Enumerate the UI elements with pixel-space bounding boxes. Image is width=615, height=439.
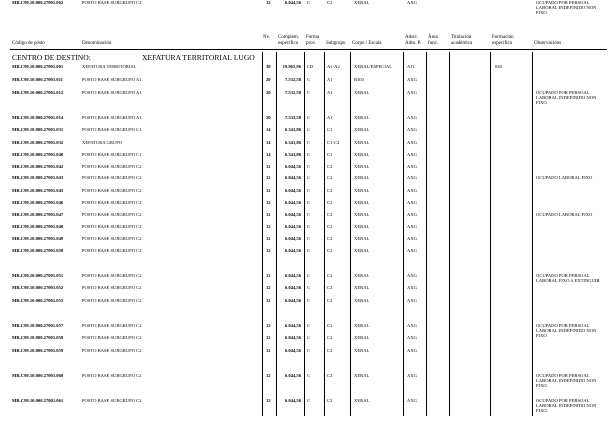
cell-corpo: XERAL (354, 373, 370, 378)
cell-code: MR.C99.10.000.27001.047 (12, 212, 64, 217)
cell-sub: C2 (327, 224, 333, 229)
cell-code: MR.C99.10.000.27001.011 (12, 77, 63, 82)
cell-adscr: AXG (407, 285, 417, 290)
cell-code: MR.C99.10.000.27001.059 (12, 348, 64, 353)
cell-den: POSTO BASE SUBGRUPO A1 (82, 77, 142, 82)
cell-nv: 12 (266, 0, 271, 5)
cell-corpo: XERAL (354, 140, 370, 145)
cell-adscr: AXG (407, 200, 417, 205)
cell-adscr: AXG (407, 175, 417, 180)
cell-forma: C (307, 152, 311, 157)
cell-corpo: XERAL (354, 90, 370, 95)
cell-comp: 6.044,56 (284, 248, 301, 253)
centro-label: CENTRO DE DESTINO: (12, 53, 91, 62)
cell-corpo: XERAL (354, 127, 370, 132)
column-rule (262, 52, 263, 416)
header-forma: Forma prov. (306, 35, 320, 46)
column-rule (276, 52, 277, 416)
cell-den: XEFATURA TERRITORIAL (82, 64, 137, 69)
cell-den: POSTO BASE SUBGRUPO C2 (82, 212, 142, 217)
cell-forma: C (307, 323, 311, 328)
header-adscr: Adscr. Adm. P. (405, 35, 421, 46)
cell-nv: 12 (266, 212, 271, 217)
cell-corpo: B303 (354, 77, 364, 82)
cell-code: MR.C99.10.000.27001.048 (12, 224, 64, 229)
cell-comp: 6.341,86 (284, 140, 301, 145)
header-formacion: Formación específica (492, 35, 514, 46)
cell-den: POSTO BASE SUBGRUPO C2 (82, 323, 142, 328)
column-rule (532, 52, 533, 416)
cell-code: MR.C99.10.000.27001.043 (12, 175, 64, 180)
header-nv: Nv. (263, 35, 271, 41)
cell-corpo: XERAL (354, 164, 370, 169)
cell-nv: 12 (266, 373, 271, 378)
cell-obs: OCUPADO POR PERSOAL LABORAL INDEFINIDO NON FIXO. (536, 373, 597, 389)
cell-forma: C (307, 248, 311, 253)
cell-obs: OCUPADO POR PERSOAL LABORAL INDEFINIDO NON FIXO. (536, 323, 597, 339)
column-rule (426, 52, 427, 416)
cell-corpo: XERAL (354, 348, 370, 353)
cell-corpo: XERAL (354, 273, 370, 278)
cell-code: MR.C99.10.000.27001.062 (12, 0, 64, 5)
cell-den: POSTO BASE SUBGRUPO C2 (82, 273, 142, 278)
cell-code: MR.C99.10.000.27001.040 (12, 152, 64, 157)
cell-nv: 12 (266, 323, 271, 328)
cell-corpo: XERAL (354, 398, 370, 403)
cell-adscr: AXG (407, 115, 417, 120)
cell-code: MR.C99.10.000.27001.032 (12, 140, 64, 145)
cell-adscr: AXG (407, 127, 417, 132)
cell-corpo: XERAL (354, 0, 370, 5)
cell-adscr: AXG (407, 0, 417, 5)
cell-code: MR.C99.10.000.27001.042 (12, 164, 64, 169)
cell-sub: A1 (327, 77, 333, 82)
cell-code: MR.C99.10.000.27001.055 (12, 298, 64, 303)
cell-nv: 12 (266, 248, 271, 253)
header-codigo: Código de posto (12, 41, 45, 46)
cell-comp: 6.044,56 (284, 373, 301, 378)
cell-den: POSTO BASE SUBGRUPO C1 (82, 152, 142, 157)
cell-forma: C (307, 335, 311, 340)
cell-den: POSTO BASE SUBGRUPO C2 (82, 224, 142, 229)
cell-code: MR.C99.10.000.27001.031 (12, 127, 64, 132)
cell-code: MR.C99.10.000.27001.046 (12, 200, 64, 205)
cell-adscr: AXG (407, 212, 417, 217)
cell-corpo: XERAL (354, 248, 370, 253)
cell-sub: C2 (327, 323, 333, 328)
cell-den: POSTO BASE SUBGRUPO C2 (82, 373, 142, 378)
cell-obs: OCUPADO POR PERSOAL LABORAL INDEFINIDO NON FIXO. (536, 0, 597, 16)
cell-adscr: AXG (407, 373, 417, 378)
cell-adscr: AXG (407, 398, 417, 403)
cell-adscr: AXG (407, 323, 417, 328)
cell-code: MR.C99.10.000.27001.057 (12, 323, 64, 328)
cell-comp: 6.044,56 (284, 335, 301, 340)
cell-adscr: AXG (407, 273, 417, 278)
cell-den: POSTO BASE SUBGRUPO C2 (82, 164, 142, 169)
cell-den: POSTO BASE SUBGRUPO C2 (82, 398, 142, 403)
cell-sub: A1 (327, 90, 333, 95)
cell-den: POSTO BASE SUBGRUPO A1 (82, 90, 142, 95)
header-rule (10, 49, 607, 50)
cell-adscr: AXG (407, 90, 417, 95)
cell-comp: 6.044,56 (284, 398, 301, 403)
column-rule (324, 52, 325, 416)
cell-obs: OCUPADO POR PERSOAL LABORAL INDEFINIDO NON FIXO. (536, 398, 597, 414)
cell-sub: C2 (327, 200, 333, 205)
cell-nv: 12 (266, 188, 271, 193)
cell-den: POSTO BASE SUBGRUPO C2 (82, 200, 142, 205)
cell-forma: C (307, 77, 311, 82)
cell-forma: C (307, 200, 311, 205)
cell-corpo: XERAL (354, 200, 370, 205)
cell-nv: 12 (266, 273, 271, 278)
cell-forma: C (307, 0, 311, 5)
cell-code: MR.C99.10.000.27001.001 (12, 64, 64, 69)
cell-den: POSTO BASE SUBGRUPO C2 (82, 335, 142, 340)
cell-nv: 12 (266, 200, 271, 205)
cell-adscr: AXG (407, 335, 417, 340)
cell-nv: 12 (266, 398, 271, 403)
cell-code: MR.C99.10.000.27001.051 (12, 273, 64, 278)
header-denominacion: Denominación (82, 41, 112, 46)
cell-forma: C (307, 373, 311, 378)
cell-forma: C (307, 140, 311, 145)
cell-adscr: AXG (407, 298, 417, 303)
cell-forma: C (307, 236, 311, 241)
cell-code: MR.C99.10.000.27001.050 (12, 248, 64, 253)
cell-sub: A1-A2 (327, 64, 340, 69)
cell-adscr: AXG (407, 188, 417, 193)
cell-corpo: XERAL (354, 298, 370, 303)
column-rule (403, 52, 404, 416)
cell-comp: 6.044,56 (284, 175, 301, 180)
cell-nv: 20 (266, 90, 271, 95)
cell-sub: C2 (327, 373, 333, 378)
cell-corpo: XERAL (354, 285, 370, 290)
header-corpo: Corpo / Escala (352, 41, 382, 46)
cell-nv: 12 (266, 348, 271, 353)
cell-sub: C2 (327, 212, 333, 217)
cell-den: POSTO BASE SUBGRUPO C2 (82, 188, 142, 193)
cell-den: POSTO BASE SUBGRUPO C2 (82, 236, 142, 241)
cell-form: 040 (495, 64, 502, 69)
cell-nv: 12 (266, 224, 271, 229)
cell-sub: C1 (327, 127, 333, 132)
cell-den: POSTO BASE SUBGRUPO C2 (82, 175, 142, 180)
cell-den: POSTO BASE SUBGRUPO A1 (82, 115, 142, 120)
cell-sub: C2 (327, 248, 333, 253)
cell-code: MR.C99.10.000.27001.060 (12, 373, 64, 378)
cell-adscr: A11 (407, 64, 415, 69)
cell-corpo: XERAL (354, 323, 370, 328)
cell-comp: 6.044,56 (284, 298, 301, 303)
cell-nv: 12 (266, 298, 271, 303)
cell-adscr: AXG (407, 77, 417, 82)
cell-comp: 6.044,56 (284, 285, 301, 290)
cell-obs: OCUPADO LABORAL FIXO (536, 212, 593, 217)
cell-code: MR.C99.10.000.27001.045 (12, 188, 64, 193)
cell-nv: 12 (266, 285, 271, 290)
cell-sub: C2 (327, 285, 333, 290)
cell-comp: 6.341,86 (284, 127, 301, 132)
cell-forma: C (307, 115, 311, 120)
cell-sub: C1 (327, 152, 333, 157)
cell-corpo: XERAL/ESPECIAL (354, 64, 393, 69)
cell-sub: C1-C2 (327, 140, 340, 145)
cell-nv: 30 (266, 64, 271, 69)
cell-den: POSTO BASE SUBGRUPO C2 (82, 0, 142, 5)
cell-corpo: XERAL (354, 335, 370, 340)
cell-comp: 19.965,96 (282, 64, 301, 69)
header-subgrupo: Subgrupo (326, 41, 346, 46)
column-rule (304, 52, 305, 416)
cell-comp: 6.044,56 (284, 188, 301, 193)
cell-forma: C (307, 398, 311, 403)
cell-forma: C (307, 90, 311, 95)
cell-corpo: XERAL (354, 236, 370, 241)
cell-adscr: AXG (407, 248, 417, 253)
cell-comp: 7.532,58 (284, 77, 301, 82)
cell-forma: C (307, 298, 311, 303)
cell-adscr: AXG (407, 152, 417, 157)
cell-adscr: AXG (407, 224, 417, 229)
cell-code: MR.C99.10.000.27001.012 (12, 90, 64, 95)
cell-adscr: AXG (407, 164, 417, 169)
cell-sub: A1 (327, 115, 333, 120)
cell-comp: 6.044,56 (284, 164, 301, 169)
cell-den: POSTO BASE SUBGRUPO C2 (82, 348, 142, 353)
cell-corpo: XERAL (354, 175, 370, 180)
cell-comp: 6.044,56 (284, 224, 301, 229)
cell-forma: C (307, 224, 311, 229)
cell-nv: 14 (266, 140, 271, 145)
cell-corpo: XERAL (354, 212, 370, 217)
cell-comp: 6.044,56 (284, 212, 301, 217)
cell-sub: C2 (327, 335, 333, 340)
cell-comp: 6.044,56 (284, 0, 301, 5)
cell-den: POSTO BASE SUBGRUPO C1 (82, 127, 142, 132)
cell-corpo: XERAL (354, 115, 370, 120)
cell-obs: OCUPADO POR PERSOAL LABORAL FIXO A EXTINGUIR (536, 273, 600, 284)
cell-nv: 12 (266, 164, 271, 169)
cell-comp: 6.341,86 (284, 152, 301, 157)
cell-den: POSTO BASE SUBGRUPO C2 (82, 298, 142, 303)
cell-comp: 6.044,56 (284, 273, 301, 278)
cell-code: MR.C99.10.000.27001.061 (12, 398, 64, 403)
column-rule (350, 52, 351, 416)
cell-code: MR.C99.10.000.27001.052 (12, 285, 64, 290)
cell-sub: C2 (327, 0, 333, 5)
cell-den: XEFATURA GRUPO (82, 140, 123, 145)
cell-sub: C2 (327, 175, 333, 180)
header-area: Área func. (428, 35, 439, 46)
header-complem: Complem. específico (278, 35, 299, 46)
cell-nv: 12 (266, 175, 271, 180)
cell-sub: C2 (327, 236, 333, 241)
cell-forma: C (307, 285, 311, 290)
cell-sub: C2 (327, 164, 333, 169)
cell-forma: C (307, 175, 311, 180)
cell-obs: OCUPADO LABORAL FIXO (536, 175, 593, 180)
cell-nv: 14 (266, 152, 271, 157)
cell-nv: 20 (266, 77, 271, 82)
cell-code: MR.C99.10.000.27001.049 (12, 236, 64, 241)
cell-comp: 6.044,56 (284, 236, 301, 241)
cell-obs: OCUPADO POR PERSOAL LABORAL INDEFINIDO NON FIXO. (536, 90, 597, 106)
cell-sub: C2 (327, 188, 333, 193)
cell-forma: C (307, 127, 311, 132)
cell-nv: 12 (266, 335, 271, 340)
cell-forma: C (307, 188, 311, 193)
cell-code: MR.C99.10.000.27001.014 (12, 115, 64, 120)
cell-comp: 6.044,56 (284, 323, 301, 328)
cell-forma: C (307, 212, 311, 217)
cell-corpo: XERAL (354, 224, 370, 229)
cell-forma: C (307, 348, 311, 353)
cell-forma: C (307, 273, 311, 278)
centro-title: XEFATURA TERRITORIAL LUGO (142, 53, 255, 62)
cell-comp: 7.532,58 (284, 90, 301, 95)
cell-code: MR.C99.10.000.27001.058 (12, 335, 64, 340)
cell-nv: 20 (266, 115, 271, 120)
cell-nv: 12 (266, 236, 271, 241)
cell-comp: 6.044,56 (284, 200, 301, 205)
cell-forma: LD (307, 64, 314, 69)
cell-adscr: AXG (407, 348, 417, 353)
cell-sub: C2 (327, 398, 333, 403)
cell-comp: 7.532,58 (284, 115, 301, 120)
cell-adscr: AXG (407, 140, 417, 145)
cell-corpo: XERAL (354, 152, 370, 157)
cell-den: POSTO BASE SUBGRUPO C2 (82, 285, 142, 290)
header-titulacion: Titulación académica (451, 35, 473, 46)
cell-den: POSTO BASE SUBGRUPO C2 (82, 248, 142, 253)
cell-sub: C2 (327, 348, 333, 353)
column-rule (490, 52, 491, 416)
header-observacions: Observacións (534, 41, 562, 46)
cell-adscr: AXG (407, 236, 417, 241)
cell-sub: C2 (327, 298, 333, 303)
cell-comp: 6.044,56 (284, 348, 301, 353)
column-rule (449, 52, 450, 416)
cell-forma: C (307, 164, 311, 169)
cell-nv: 14 (266, 127, 271, 132)
cell-corpo: XERAL (354, 188, 370, 193)
cell-sub: C2 (327, 273, 333, 278)
